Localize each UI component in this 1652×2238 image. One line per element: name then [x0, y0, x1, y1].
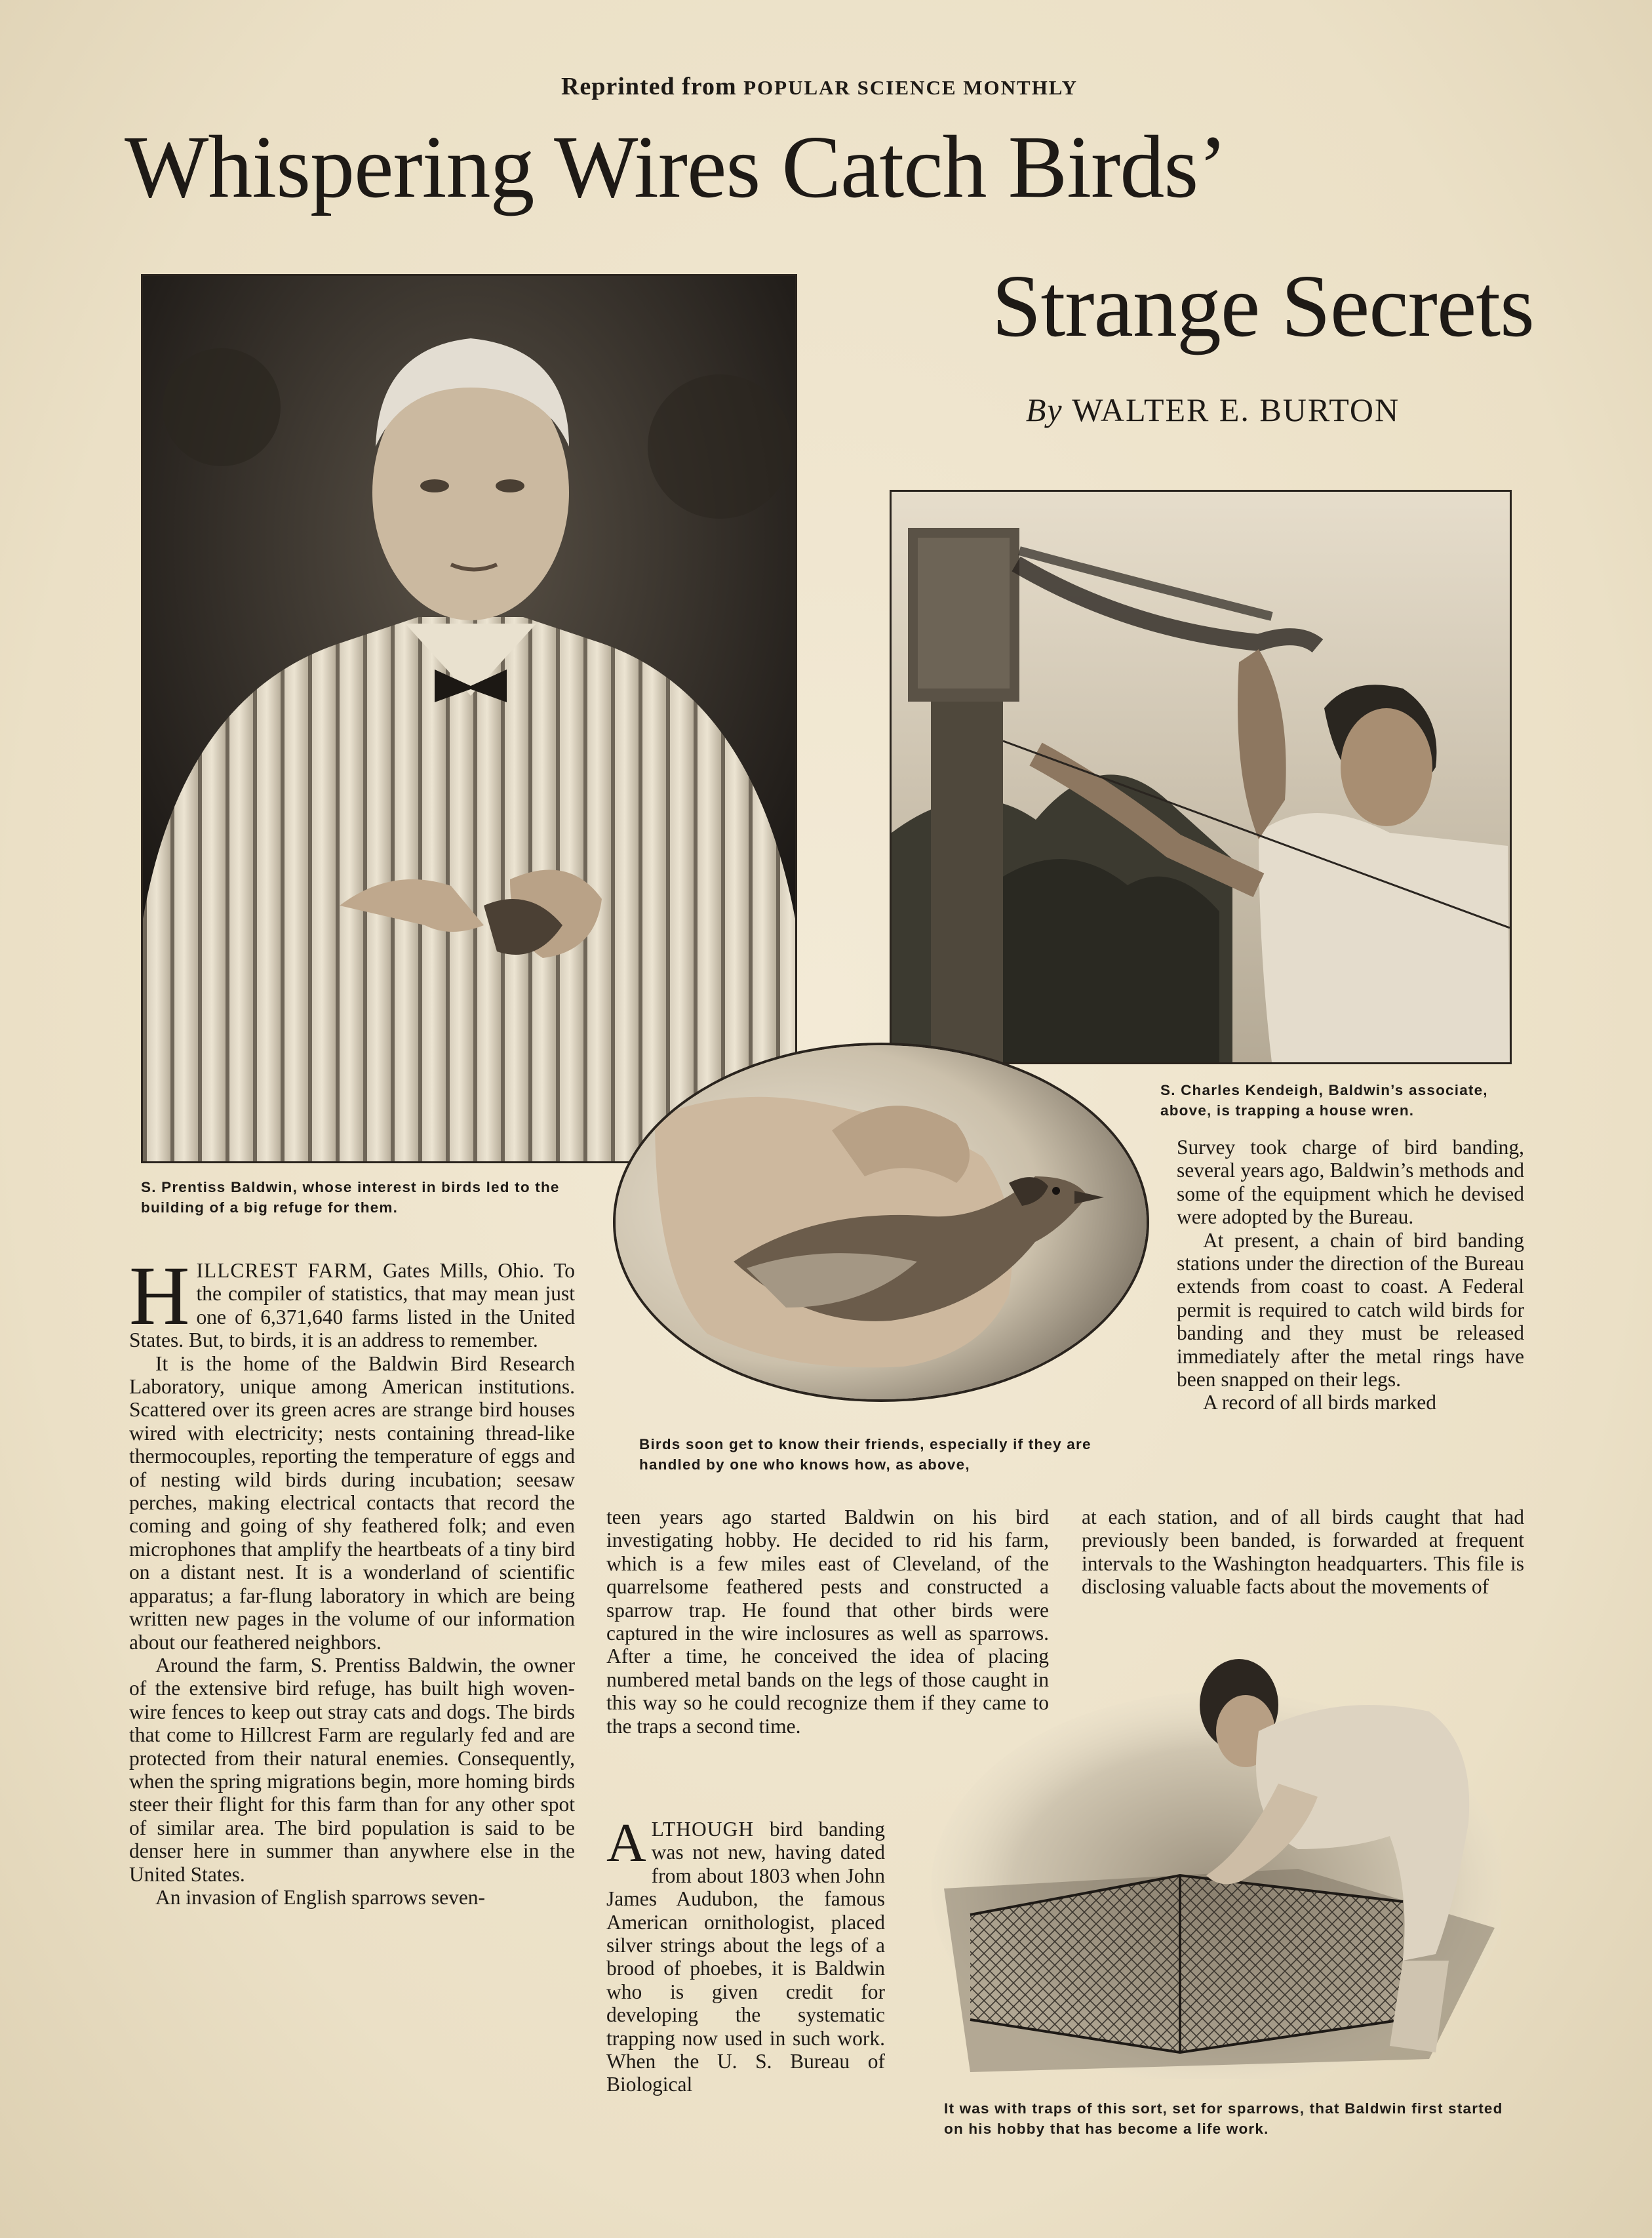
paragraph-7: Survey took charge of bird banding, several years ago, Baldwin’s methods and some of the equipment which he devised were adopted by the Bureau. — [1177, 1136, 1524, 1229]
column-3-continued — [1082, 1506, 1524, 1599]
paragraph-1 — [129, 1249, 576, 1352]
paragraph-6-text: bird banding was not new, having dated from about 1803 when John James Audubon, the famous American ornithologist, placed silver strings about the legs of a brood of phoebes, it is Baldwin who is given credit for developing the systematic trapping now used in such work. When the U. S. Bureau of Biological — [606, 1818, 885, 2096]
paragraph-6 — [606, 1812, 885, 2096]
paragraph-9a: A record of all birds marked — [1203, 1391, 1437, 1414]
reprint-source: POPULAR SCIENCE MONTHLY — [743, 76, 1078, 99]
column-2-continued — [606, 1812, 885, 2096]
column-1 — [129, 1249, 576, 1909]
portrait-illustration — [143, 276, 795, 1161]
paragraph-4: An invasion of English sparrows seven- — [155, 1885, 486, 1909]
photo-hand-holding-bird — [613, 1043, 1149, 1402]
dropcap-h: H — [129, 1249, 190, 1342]
hand-bird-illustration — [616, 1045, 1147, 1399]
traps-illustration — [931, 1652, 1501, 2079]
article-title-line-1: Whispering Wires Catch Birds’ — [125, 118, 1227, 216]
caption-traps: It was with traps of this sort, set for sparrows, that Baldwin first started on his hobby that has become a life work. — [944, 2100, 1503, 2137]
caption-baldwin: S. Prentiss Baldwin, whose interest in birds led to the building of a big refuge for them. — [141, 1179, 560, 1216]
paragraph-9b: at each station, and of all birds caught that had previously been banded, is forwarded at frequent intervals to the Washington headquarters. This file is disclosing valuable facts about the movements of — [1082, 1506, 1524, 1599]
paragraph-5: teen years ago started Baldwin on his bird investigating hobby. He decided to rid his farm, which is a few miles east of Cleveland, of the quarrelsome feathered pests and constructed a sparrow trap. He found that other birds were captured in the wire inclosures as well as sparrows. After a time, he conceived the idea of placing numbered metal bands on the legs of those caught in this way so he could recognize them if they came to the traps a second time. — [606, 1506, 1049, 1738]
photo-sparrow-traps — [931, 1652, 1501, 2079]
photo-baldwin-portrait — [141, 274, 797, 1163]
paragraph-3: Around the farm, S. Prentiss Baldwin, the owner of the extensive bird refuge, has built high woven-wire fences to keep out stray cats and dogs. The birds that come to Hillcrest Farm are regularly fed and are protected from their natural enemies. Consequently, when the spring migrations begin, more homing birds steer their flight for this farm than for any other spot of similar area. The bird population is said to be denser here in summer than anywhere else in the United States. — [129, 1653, 575, 1886]
lead-in: ILLCREST FARM, — [196, 1259, 374, 1282]
column-3 — [1177, 1136, 1524, 1414]
article-title-line-2: Strange Secrets — [991, 257, 1534, 355]
byline — [957, 391, 1468, 429]
caption-hand: Birds soon get to know their friends, especially if they are handled by one who knows how, as above, — [639, 1436, 1092, 1473]
paragraph-8: At present, a chain of bird banding stations under the direction of the Bureau extends from coast to coast. A Federal permit is required to catch wild birds for banding and they must be released immediately after the metal rings have been snapped on their legs. — [1177, 1228, 1524, 1391]
byline-author: WALTER E. BURTON — [1072, 391, 1400, 428]
photo-kendeigh-trapping — [890, 490, 1512, 1064]
dropcap-a: A — [606, 1812, 646, 1873]
caption-kendeigh: S. Charles Kendeigh, Baldwin’s associate, above, is trapping a house wren. — [1160, 1082, 1488, 1119]
lead-in-2: LTHOUGH — [651, 1818, 755, 1841]
paragraph-2: It is the home of the Baldwin Bird Research Laboratory, unique among American institutions. Scattered over its green acres are strange bird houses wired with electricity; nests containing thread-like thermocouples, reporting the temperature of eggs and of nesting wild birds during incubation; seesaw perches, making electrical contacts that record the coming and going of shy feathered folk; and even microphones that amplify the heartbeats of a tiny bird on a distant nest. It is a wonderland of scientific apparatus; a far-flung laboratory in which are being written new pages in the volume of our information about our feathered neighbors. — [129, 1351, 575, 1654]
byline-by: By — [1025, 391, 1063, 428]
reprint-notice — [459, 72, 1180, 101]
trapping-illustration — [892, 492, 1510, 1062]
paragraph-1-text: Gates Mills, Ohio. To the compiler of statistics, that may mean just one of 6,371,640 farms listed in the United States. But, to birds, it is an address to remember. — [129, 1259, 576, 1352]
reprint-prefix: Reprinted from — [560, 73, 737, 100]
